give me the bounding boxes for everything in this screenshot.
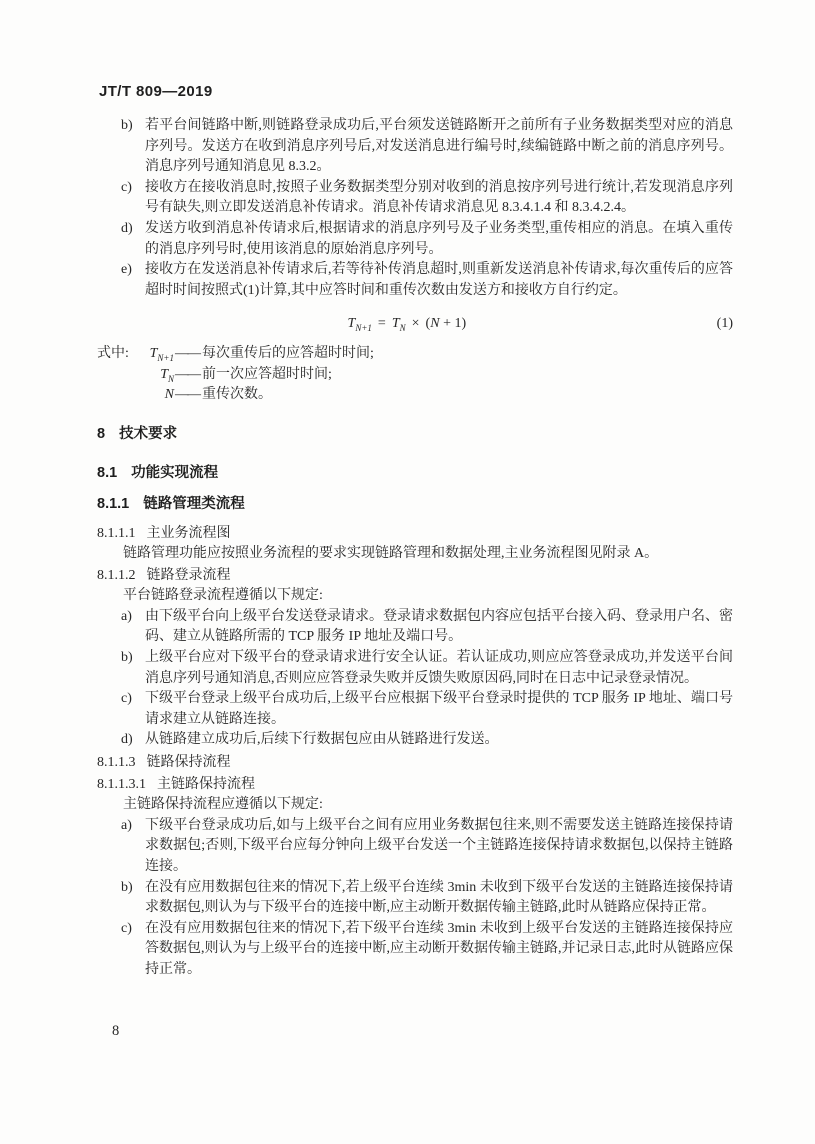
paren-open: ( (425, 316, 431, 332)
list-item (97, 648, 733, 689)
document-content (97, 116, 733, 981)
legend-description: 前一次应答超时时间; (202, 366, 332, 382)
list-item (97, 607, 733, 648)
list-item-text: 下级平台登录上级平台成功后,上级平台应根据下级平台登录时提供的 TCP 服务 IP 地址、端口号请求建立从链路连接。 (145, 691, 733, 727)
equation-lhs-variable: T (347, 316, 356, 332)
list-item-label: d) (121, 732, 133, 748)
list-item-label: b) (121, 650, 133, 666)
list-item-label: d) (121, 220, 133, 236)
list-item-text: 接收方在发送消息补传请求后,若等待补传消息超时,则重新发送消息补传请求,每次重传后的应答超时时间按照式(1)计算,其中应答时间和重传次数由发送方和接收方自行约定。 (145, 262, 733, 298)
list-item (97, 816, 733, 878)
list-item-label: c) (121, 920, 132, 936)
section-heading-8-1-1: 8.1.1 链路管理类流程 (97, 495, 245, 512)
list-item (97, 219, 733, 260)
legend-dash: —— (175, 345, 199, 361)
link-login-flow-list (97, 607, 733, 751)
list-item-text: 发送方收到消息补传请求后,根据请求的消息序列号及子业务类型,重传相应的消息。在填入重传的消息序列号时,使用该消息的原始消息序列号。 (145, 220, 733, 257)
list-item-label: a) (121, 817, 132, 833)
list-item-label: b) (121, 118, 133, 133)
legend-description: 重传次数。 (202, 387, 272, 403)
list-item-text: 下级平台登录成功后,如与上级平台之间有应用业务数据包往来,则不需要发送主链路连接保持请求数据包;否则,下级平台应每分钟向上级平台发送一个主链路连接保持请求数据包,以保持主链路连接。 (145, 817, 733, 874)
equation-n-variable: N (430, 316, 440, 332)
list-item (97, 878, 733, 919)
equation-1 (97, 314, 733, 335)
list-item-label: c) (121, 691, 132, 707)
section-heading-8-1-1-3: 8.1.1.3 链路保持流程 (97, 755, 231, 771)
list-item-text: 接收方在接收消息时,按照子业务数据类型分别对收到的消息按序列号进行统计,若发现消息序列号有缺失,则立即发送消息补传请求。消息补传请求消息见 8.3.4.1.4 和 8.3.4.2.4。 (145, 179, 733, 216)
list-item-text: 由下级平台向上级平台发送登录请求。登录请求数据包内容应包括平台接入码、登录用户名、密码、建立从链路所需的 TCP 服务 IP 地址及端口号。 (145, 608, 733, 645)
list-item-text: 在没有应用数据包往来的情况下,若上级平台连续 3min 未收到下级平台发送的主链路连接保持请求数据包,则认为与下级平台的连接中断,应主动断开数据传输主链路,此时从链路应保持正常。 (145, 879, 733, 916)
page-number: 8 (112, 1023, 120, 1039)
multiplication-sign: × (411, 316, 420, 332)
legend-term: $T_{N+1}$ (149, 345, 174, 363)
paragraph-8-1-1-2-intro: 平台链路登录流程遵循以下规定: (123, 588, 323, 604)
equation-rhs-variable: T (391, 316, 400, 332)
equation-lhs-subscript: N+1 (355, 323, 372, 334)
equation-rhs-subscript: N (399, 323, 406, 334)
section-heading-8-1-1-3-1: 8.1.1.3.1 主链路保持流程 (97, 776, 255, 792)
list-item-label: a) (121, 608, 132, 624)
legend-prefix: 式中: (97, 345, 129, 361)
legend-term: $T_N$ (160, 366, 174, 384)
section-heading-8-1-1-2: 8.1.1.2 链路登录流程 (97, 567, 231, 583)
paragraph-8-1-1-3-1-intro: 主链路保持流程应遵循以下规定: (123, 797, 323, 813)
list-item-text: 上级平台应对下级平台的登录请求进行安全认证。若认证成功,则应应答登录成功,并发送平台间消息序列号通知消息,否则应应答登录失败并反馈失败原因码,同时在日志中记录登录情况。 (145, 650, 733, 686)
list-item (97, 919, 733, 981)
section-heading-8: 8 技术要求 (97, 425, 178, 442)
list-item (97, 116, 733, 178)
list-item-text: 从链路建立成功后,后续下行数据包应由从链路进行发送。 (145, 732, 499, 748)
legend-dash: —— (175, 387, 199, 403)
legend-description: 每次重传后的应答超时时间; (202, 345, 374, 361)
section-heading-8-1-1-1: 8.1.1.1 主业务流程图 (97, 525, 231, 541)
section-heading-8-1: 8.1 功能实现流程 (97, 465, 219, 482)
legend-term: N (164, 387, 174, 403)
list-item (97, 689, 733, 730)
list-item (97, 730, 733, 751)
paren-close: + 1) (439, 316, 467, 332)
equation-number: (1) (716, 316, 733, 332)
list-item-text: 若平台间链路中断,则链路登录成功后,平台须发送链路断开之前所有子业务数据类型对应的消息序列号。发送方在收到消息序列号后,对发送消息进行编号时,续编链路中断之前的消息序列号。消息序列号通知消息见 8.3.2。 (145, 118, 733, 175)
list-item-label: e) (121, 262, 132, 278)
list-item (97, 260, 733, 301)
legend-line (97, 344, 733, 365)
equation-legend (97, 344, 733, 406)
equation-expression (97, 314, 717, 335)
paragraph-8-1-1-1: 链路管理功能应按照业务流程的要求实现链路管理和数据处理,主业务流程图见附录 A。 (123, 546, 659, 562)
message-sequence-rules-list (97, 116, 733, 301)
list-item-label: b) (121, 879, 133, 895)
main-link-keepalive-list (97, 816, 733, 981)
list-item-label: c) (121, 179, 132, 195)
list-item-text: 在没有应用数据包往来的情况下,若下级平台连续 3min 未收到上级平台发送的主链路连接保持应答数据包,则认为与上级平台的连接中断,应主动断开数据传输主链路,并记录日志,此时从链路应保持正常。 (145, 920, 733, 977)
legend-line (97, 385, 733, 406)
equals-sign: = (377, 316, 386, 332)
standard-number-header: JT/T 809—2019 (99, 83, 213, 100)
legend-dash: —— (175, 366, 199, 382)
list-item (97, 178, 733, 219)
legend-line (97, 365, 733, 386)
